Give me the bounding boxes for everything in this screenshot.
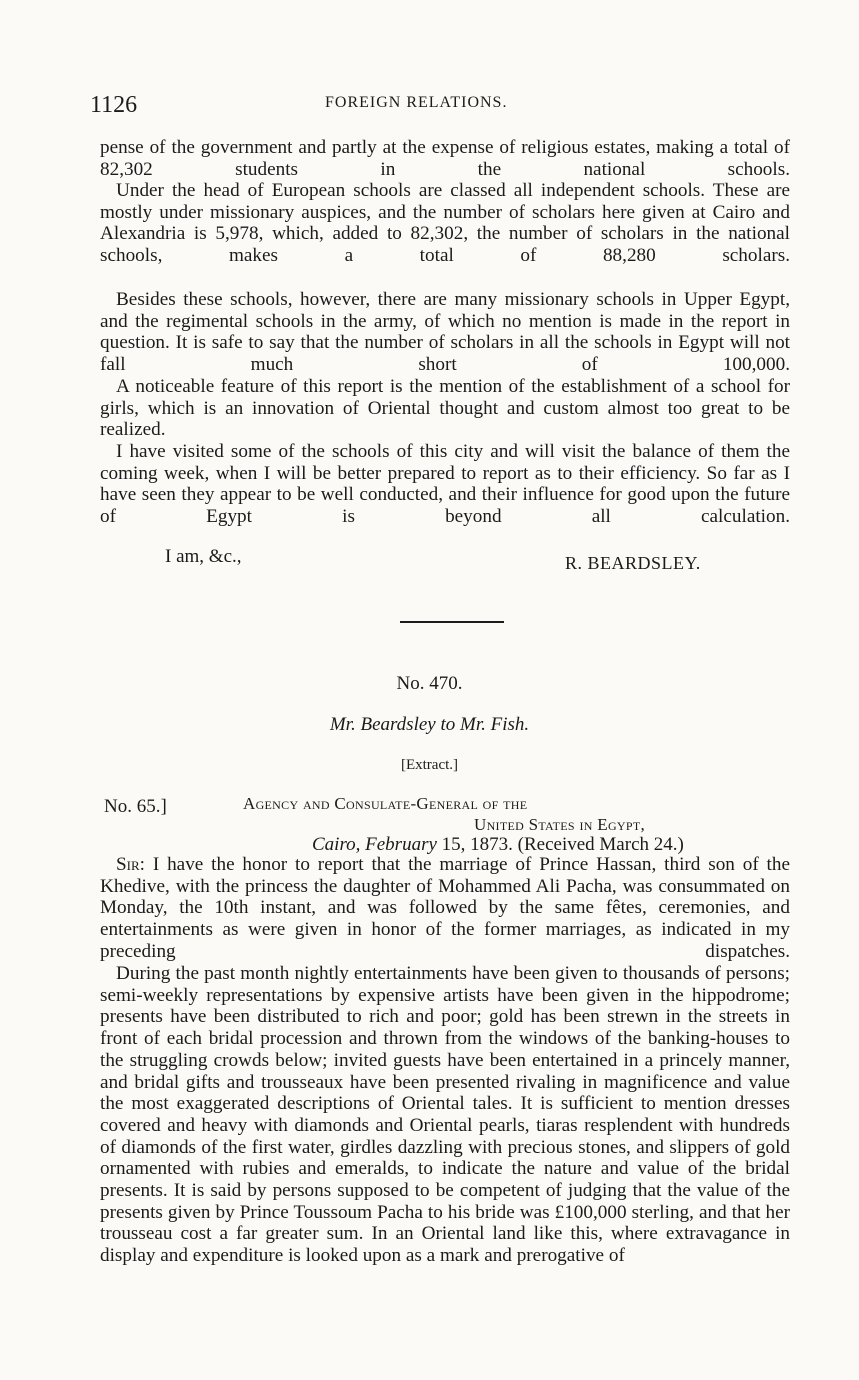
- letter-paragraph-festivities: During the past month nightly entertainments have been given to thousands of persons; semi-weekly representations by expensive artists have been given in the hippodrome; presents have been distributed to rich and poor; gold has been strewn in the streets in front of each bridal procession and thrown from the windows of the banking-houses to the struggling crowds below; invited guests have been entertained in a princely manner, and bridal gifts and trousseaux have been presented rivaling in magnificence and value the most exaggerated descriptions of Oriental tales. It is sufficient to mention dresses covered and heavy with diamonds and Oriental pearls, tiaras resplendent with hundreds of diamonds of the first water, girdles dazzling with precious stones, and slippers of gold ornamented with rubies and emeralds, to indicate the nature and value of the bridal presents. It is said by persons supposed to be competent of judging that the value of the presents given by Prince Toussoum Pacha to his bride was £100,000 sterling, and that her trousseau cost a far greater sum. In an Oriental land like this, where extravagance in display and expenditure is looked upon as a mark and prerogative of: [100, 963, 790, 1267]
- salutation: Sir: [116, 854, 140, 875]
- page-header: [90, 92, 790, 122]
- letter-paragraph-1-text: : I have the honor to report that the marriage of Prince Hassan, third son of the Khedive, with the princess the daughter of Mohammed Ali Pacha, was consummated on Monday, the 10th instant, and was followed by the same fêtes, ceremonies, and entertainments as were given in honor of the former marriages, as indicated in my preceding dispatches.: [100, 854, 790, 962]
- document-title: Mr. Beardsley to Mr. Fish.: [329, 714, 530, 735]
- document-number: No. 470.: [396, 673, 463, 694]
- page-number: 1126: [90, 92, 138, 118]
- extract-label: [Extract.]: [400, 757, 459, 773]
- letter-closing: I am, &c.,: [165, 546, 242, 567]
- agency-line-2: United States in Egypt,: [474, 815, 646, 834]
- agency-line-1: Agency and Consulate-General of the: [243, 794, 528, 813]
- dispatch-number: No. 65.]: [104, 796, 167, 817]
- paragraph-european-schools: Under the head of European schools are classed all independent schools. These are mostly under missionary auspices, and the number of scholars here given at Cairo and Alexandria is 5,978, which, added to 82,302, the number of scholars in the national schools, makes a total of 88,280 scholars.: [100, 180, 790, 267]
- paragraph-continuation: pense of the government and partly at the expense of religious estates, making a total of 82,302 students in the national schools.: [100, 137, 790, 180]
- date-city: Cairo,: [312, 834, 361, 855]
- dateline: [312, 834, 684, 856]
- letter-paragraph-marriage: [100, 854, 790, 963]
- paragraph-girls-school: A noticeable feature of this report is the mention of the establishment of a school for girls, which is an innovation of Oriental thought and custom almost too great to be realized.: [100, 376, 790, 441]
- date-month: February: [365, 834, 437, 855]
- paragraph-visited-schools: I have visited some of the schools of this city and will visit the balance of them the coming week, when I will be better prepared to report as to their efficiency. So far as I have seen they appear to be well conducted, and their influence for good upon the future of Egypt is beyond all calculation.: [100, 441, 790, 528]
- running-title: FOREIGN RELATIONS.: [325, 94, 508, 111]
- section-divider: [400, 621, 504, 623]
- signature: R. BEARDSLEY.: [565, 553, 701, 573]
- date-rest: 15, 1873. (Received March 24.): [441, 834, 684, 855]
- paragraph-missionary-schools: Besides these schools, however, there are many missionary schools in Upper Egypt, and the regimental schools in the army, of which no mention is made in the report in question. It is safe to say that the number of scholars in all the schools in Egypt will not fall much short of 100,000.: [100, 289, 790, 376]
